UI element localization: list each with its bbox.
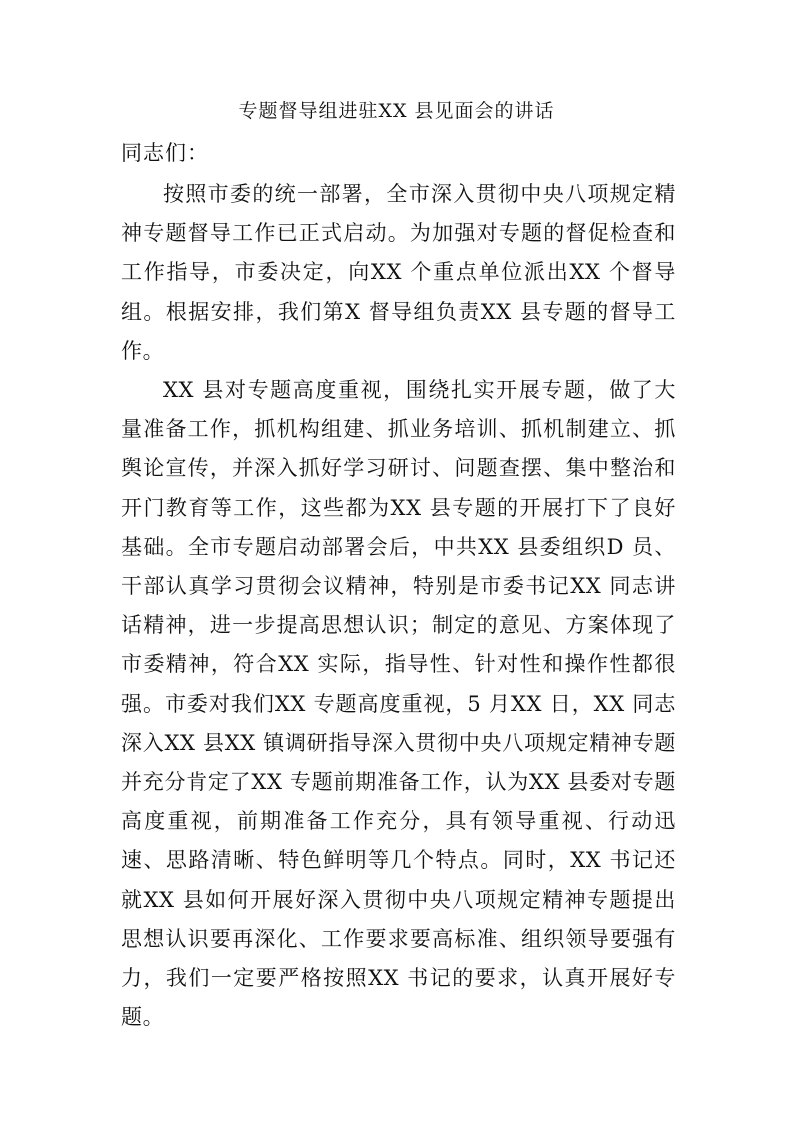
salutation: 同志们： <box>121 141 209 165</box>
document-body <box>121 175 676 1037</box>
paragraph-2: XX 县对专题高度重视，围绕扎实开展专题，做了大量准备工作，抓机构组建、抓业务培训、抓机制建立、抓舆论宣传，并深入抓好学习研讨、问题查摆、集中整治和开门教育等工作，这些都为XX 县专题的开展打下了良好基础。全市专题启动部署会后，中共XX 县委组织D 员、干部认真学习贯彻会议精神，特别是市委书记XX 同志讲话精神，进一步提高思想认识；制定的意见、方案体现了市委精神，符合XX 实际，指导性、针对性和操作性都很强。市委对我们XX 专题高度重视，5 月XX 日，XX 同志深入XX 县XX 镇调研指导深入贯彻中央八项规定精神专题并充分肯定了XX 专题前期准备工作，认为XX 县委对专题高度重视，前期准备工作充分，具有领导重视、行动迅速、思路清晰、特色鲜明等几个特点。同时，XX 书记还就XX 县如何开展好深入贯彻中央八项规定精神专题提出思想认识要再深化、工作要求要高标准、组织领导要强有力，我们一定要严格按照XX 书记的要求，认真开展好专题。 <box>121 378 676 1030</box>
paragraph-1: 按照市委的统一部署，全市深入贯彻中央八项规定精神专题督导工作已正式启动。为加强对专题的督促检查和工作指导，市委决定，向XX 个重点单位派出XX 个督导组。根据安排，我们第X 督导组负责XX 县专题的督导工作。 <box>121 182 676 363</box>
document-title: 专题督导组进驻XX 县见面会的讲话 <box>238 100 555 122</box>
